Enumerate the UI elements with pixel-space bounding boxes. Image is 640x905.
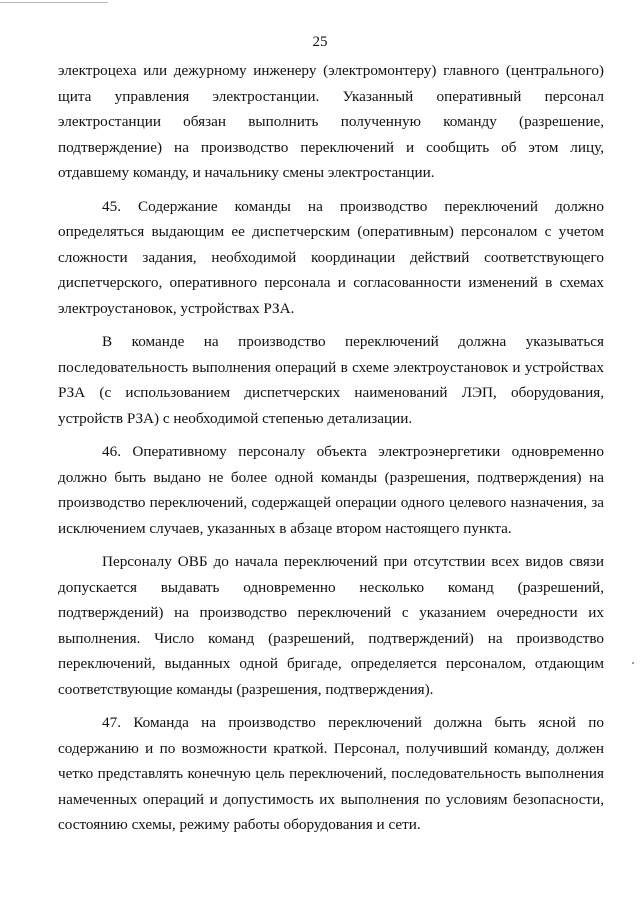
scan-edge-line [0, 2, 108, 3]
paragraph-5: Персоналу ОВБ до начала переключений при отсутствии всех видов связи допускается выдавать одновременно несколько команд (разрешений, подтверждений) на производство переключений с указанием очередности их выполнения. Число команд (разрешений, подтверждений) на производство переключений, выданных одной бригаде, определяется персоналом, отдающим соответствующие команды (разрешения, подтверждения). [58, 553, 604, 698]
scan-speck [632, 662, 634, 664]
paragraph-2: 45. Содержание команды на производство переключений должно определяться выдающим ее диспетчерским (оперативным) персоналом с учетом сложности задания, необходимой координации действий соответствующего диспетчерского, оперативного персонала и согласованности изменений в схемах электроустановок, устройствах РЗА. [58, 197, 604, 317]
paragraph-1: электроцеха или дежурному инженеру (электромонтеру) главного (центрального) щита управления электростанции. Указанный оперативный персонал электростанции обязан выполнить полученную команду (разрешение, подтверждение) на производство переключений и сообщить об этом лицу, отдавшему команду, и начальнику смены электростанции. [58, 62, 604, 181]
document-body [58, 58, 604, 846]
paragraph-3: В команде на производство переключений должна указываться последовательность выполнения операций в схеме электроустановок и устройствах РЗА (с использованием диспетчерских наименований ЛЭП, оборудования, устройств РЗА) с необходимой степенью детализации. [58, 333, 604, 427]
paragraph-6: 47. Команда на производство переключений должна быть ясной по содержанию и по возможности краткой. Персонал, получивший команду, должен четко представлять конечную цель переключений, последовательность выполнения намеченных операций и допустимость их выполнения по условиям безопасности, состоянию схемы, режиму работы оборудования и сети. [58, 714, 604, 833]
page-number: 25 [312, 34, 328, 50]
paragraph-4: 46. Оперативному персоналу объекта электроэнергетики одновременно должно быть выдано не более одной команды (разрешения, подтверждения) на производство переключений, содержащей операции одного целевого назначения, за исключением случаев, указанных в абзаце втором настоящего пункта. [58, 443, 604, 537]
